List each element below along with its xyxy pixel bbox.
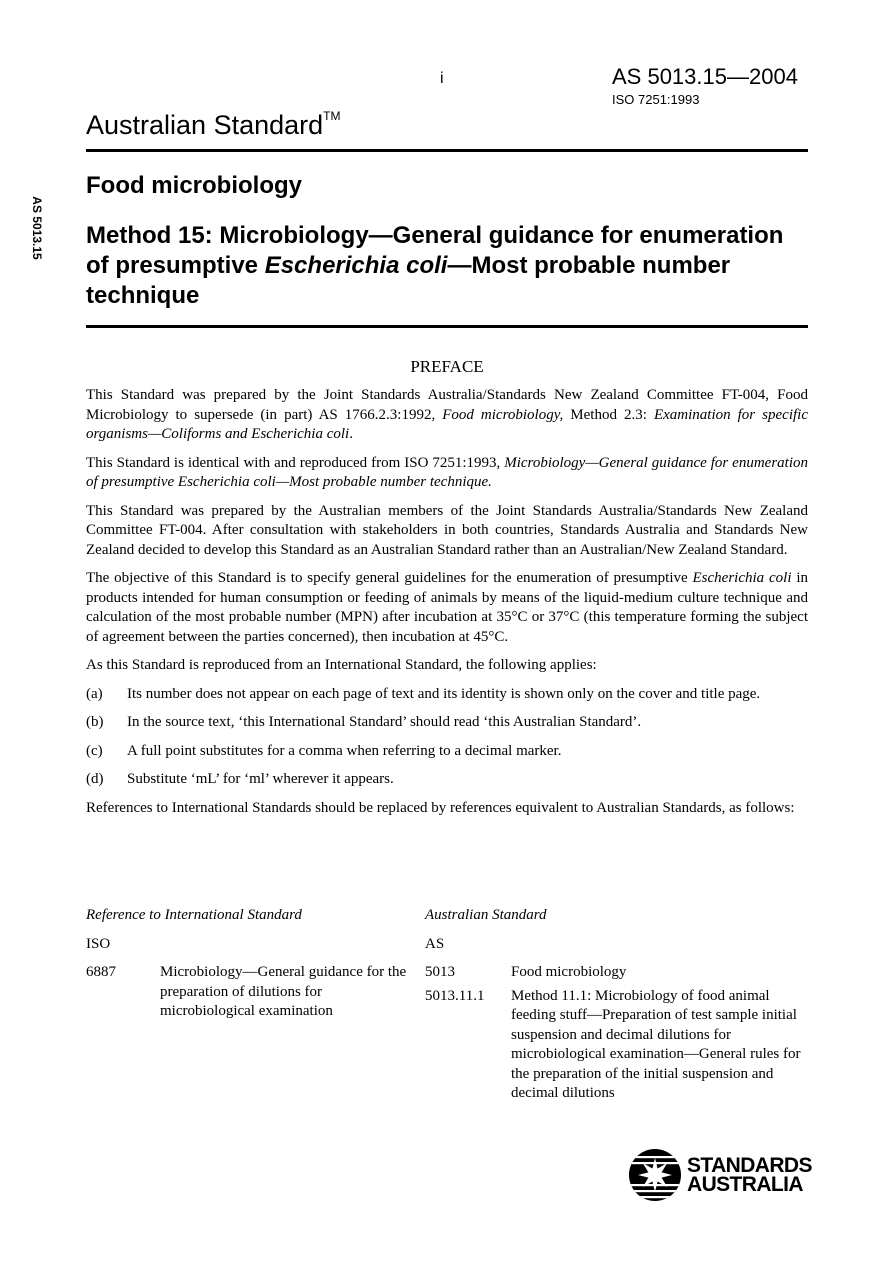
preface-paragraph-2 xyxy=(86,454,808,493)
spine-label: AS 5013.15 xyxy=(30,196,44,260)
p1-text-e: . xyxy=(349,426,353,442)
iso-reference-number: 6887 xyxy=(86,964,116,980)
list-item xyxy=(86,685,808,705)
standards-australia-globe-icon xyxy=(628,1148,682,1202)
standard-number: AS 5013.15—2004 xyxy=(612,64,798,89)
list-item-label: (a) xyxy=(86,685,103,702)
p4-text-b: Escherichia coli xyxy=(692,570,792,586)
iso-number: ISO 7251:1993 xyxy=(612,92,700,107)
p2-text-b: Microbiology—General guidance for enumeration of presumptive Escherichia coli—Most probable number technique. xyxy=(86,454,808,490)
reference-org-as: AS xyxy=(425,935,445,952)
as-reference-number: 5013 xyxy=(425,964,455,980)
as-reference-item xyxy=(425,963,808,983)
top-rule xyxy=(86,149,808,152)
p1-text-a: This Standard was prepared by the Joint Standards Australia/Standards New Zealand Committee FT-004, Food Microbiology to supersede (in part) AS 1766.2.3:1992, xyxy=(86,387,808,423)
method-title-prefix: Method 15: Microbiology—General guidance for enumeration of presumptive xyxy=(86,222,784,279)
p2-text-a: This Standard is identical with and reproduced from ISO 7251:1993, xyxy=(86,454,505,471)
method-title-organism: Escherichia coli xyxy=(264,252,448,279)
reference-header-australian: Australian Standard xyxy=(425,907,547,923)
p4-text-a: The objective of this Standard is to specify general guidelines for the enumeration of presumptive xyxy=(86,570,693,586)
brand-title-text: Australian Standard xyxy=(86,110,324,140)
p4-text-c: in products intended for human consumption or feeding of animals by means of the liquid-medium culture technique and calculation of the most probable number (MPN) after incubation at 35°C or 37°C (this temperature forming the subject of agreement between the parties concerned), then incubation at 45°C. xyxy=(86,570,809,645)
list-item-text: A full point substitutes for a comma when referring to a decimal marker. xyxy=(127,742,562,759)
reference-org-row xyxy=(86,935,808,955)
logo-line-1: STANDARDS xyxy=(687,1154,812,1177)
p1-text-c: Method 2.3: xyxy=(563,406,654,423)
list-item-label: (d) xyxy=(86,771,104,787)
as-reference-number: 5013.11.1 xyxy=(425,987,485,1004)
list-item-label: (c) xyxy=(86,742,103,759)
document-title xyxy=(86,221,808,311)
reference-header-international: Reference to International Standard xyxy=(86,907,302,923)
p1-text-b: Food microbiology, xyxy=(442,406,564,423)
list-item xyxy=(86,742,808,762)
bottom-rule xyxy=(86,325,808,328)
method-title-suffix: —Most probable number technique xyxy=(86,252,731,309)
preface-paragraph-6: References to International Standards should be replaced by references equivalent to Australian Standards, as follows: xyxy=(86,799,795,816)
as-reference-item xyxy=(425,987,808,1104)
reference-table-header xyxy=(86,906,808,926)
list-item-text: Substitute ‘mL’ for ‘ml’ wherever it appears. xyxy=(127,771,394,787)
preface-heading: PREFACE xyxy=(410,357,484,376)
reference-row xyxy=(86,963,808,1104)
page-number: i xyxy=(440,70,444,87)
standards-australia-logo xyxy=(628,1148,812,1202)
reference-org-iso: ISO xyxy=(86,935,111,952)
preface-body xyxy=(86,386,808,827)
list-item-text: In the source text, ‘this International Standard’ should read ‘this Australian Standard’. xyxy=(127,714,642,730)
preface-paragraph-3: This Standard was prepared by the Australian members of the Joint Standards Australia/Standards New Zealand Committee FT-004. After consultation with stakeholders in both countries, Standards Australia and Standards New Zealand decided to develop this Standard as an Australian Standard rather than an Australian/New Zealand Standard. xyxy=(86,502,808,558)
reference-table xyxy=(86,906,808,1113)
preface-paragraph-1 xyxy=(86,386,808,445)
logo-line-2: AUSTRALIA xyxy=(687,1173,803,1196)
p1-text-d: Examination for specific organisms—Coliforms and Escherichia coli xyxy=(86,406,808,442)
list-item-text: Its number does not appear on each page of text and its identity is shown only on the cover and title page. xyxy=(127,685,761,702)
brand-title xyxy=(86,110,340,141)
trademark-mark: TM xyxy=(323,109,341,123)
list-item xyxy=(86,770,808,790)
as-reference-title: Method 11.1: Microbiology of food animal feeding stuff—Preparation of test sample initial suspension and decimal dilutions for microbiological examination—General rules for the preparation of the initial suspension and decimal dilutions xyxy=(511,987,801,1101)
logo-wordmark xyxy=(687,1156,812,1194)
list-item-label: (b) xyxy=(86,714,104,730)
as-reference-list xyxy=(425,963,808,1104)
list-item xyxy=(86,713,808,733)
preface-paragraph-5: As this Standard is reproduced from an International Standard, the following applies: xyxy=(86,657,597,673)
as-reference-title: Food microbiology xyxy=(511,964,627,980)
preface-paragraph-4 xyxy=(86,569,808,647)
iso-reference-title: Microbiology—General guidance for the preparation of dilutions for microbiological examination xyxy=(160,964,407,1019)
document-series: Food microbiology xyxy=(86,172,302,199)
